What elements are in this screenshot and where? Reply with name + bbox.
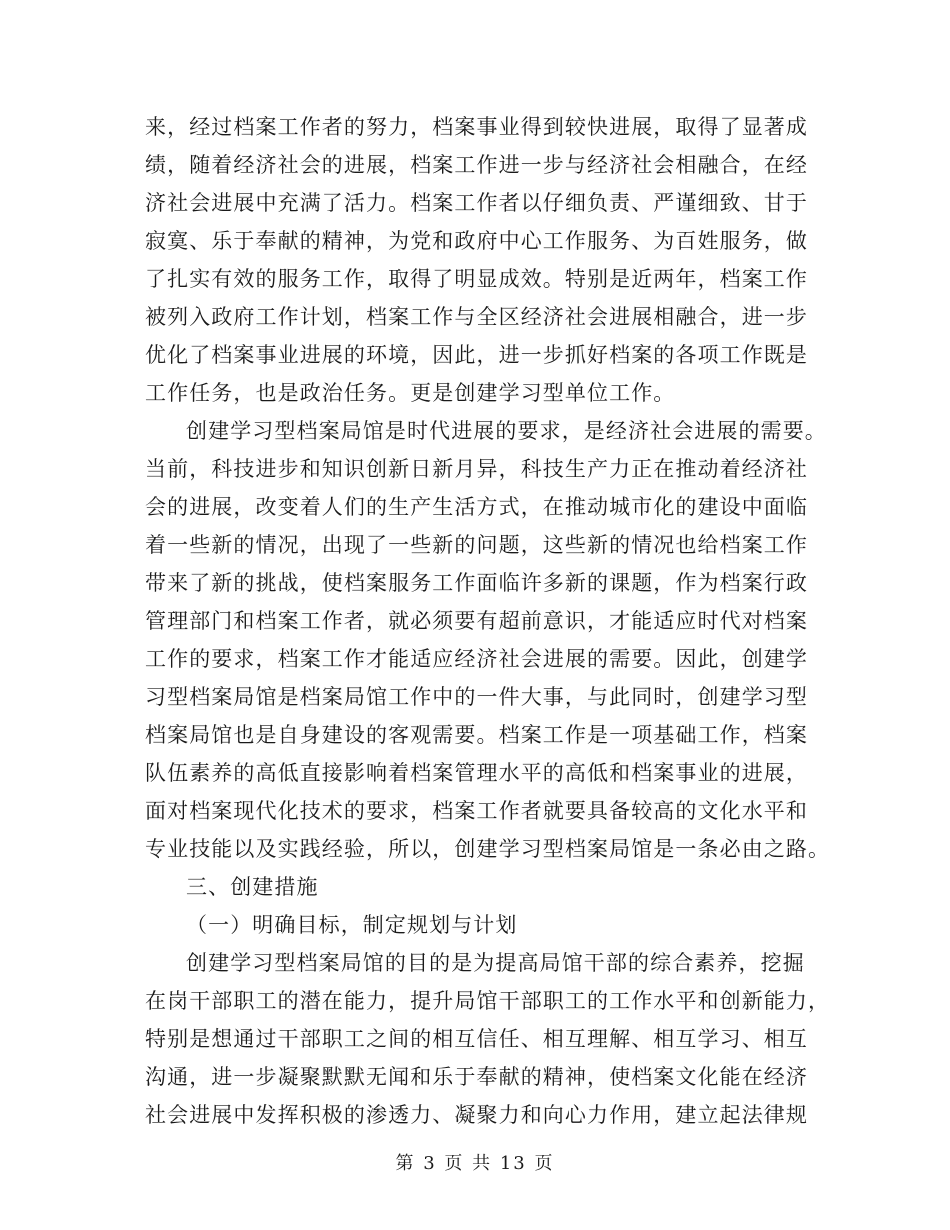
body-line: 档案局馆也是自身建设的客观需要。档案工作是一项基础工作，档案: [145, 723, 808, 747]
body-line: 队伍素养的高低直接影响着档案管理水平的高低和档案事业的进展，: [145, 761, 808, 785]
body-line: 当前，科技进步和知识创新日新月异，科技生产力正在推动着经济社: [145, 457, 808, 481]
body-line: 着一些新的情况，出现了一些新的问题，这些新的情况也给档案工作: [145, 533, 808, 557]
body-line: 在岗干部职工的潜在能力，提升局馆干部职工的工作水平和创新能力，: [145, 989, 831, 1013]
section-heading: 三、创建措施: [186, 875, 319, 899]
body-line: 社会进展中发挥积极的渗透力、凝聚力和向心力作用，建立起法律规: [145, 1103, 808, 1127]
body-line: 习型档案局馆是档案局馆工作中的一件大事，与此同时，创建学习型: [145, 685, 808, 709]
body-line: 面对档案现代化技术的要求，档案工作者就要具备较高的文化水平和: [145, 799, 808, 823]
body-line: 绩，随着经济社会的进展，档案工作进一步与经济社会相融合，在经: [145, 153, 808, 177]
body-line: 来，经过档案工作者的努力，档案事业得到较快进展，取得了显著成: [145, 115, 808, 139]
paragraph-first-line: 创建学习型档案局馆是时代进展的要求，是经济社会进展的需要。: [186, 419, 827, 443]
body-line: 被列入政府工作计划，档案工作与全区经济社会进展相融合，进一步: [145, 305, 808, 329]
paragraph-first-line: 创建学习型档案局馆的目的是为提高局馆干部的综合素养，挖掘: [186, 951, 805, 975]
body-line: 了扎实有效的服务工作，取得了明显成效。特别是近两年，档案工作: [145, 267, 808, 291]
body-line: 寂寞、乐于奉献的精神，为党和政府中心工作服务、为百姓服务，做: [145, 229, 808, 253]
body-line: 工作的要求，档案工作才能适应经济社会进展的需要。因此，创建学: [145, 647, 808, 671]
body-line: 会的进展，改变着人们的生产生活方式，在推动城市化的建设中面临: [145, 495, 808, 519]
page-footer: 第 3 页 共 13 页: [395, 1153, 555, 1174]
subsection-heading: （一）明确目标，制定规划与计划: [186, 913, 518, 937]
body-line: 管理部门和档案工作者，就必须要有超前意识，才能适应时代对档案: [145, 609, 808, 633]
body-line: 带来了新的挑战，使档案服务工作面临许多新的课题，作为档案行政: [145, 571, 808, 595]
body-line: 沟通，进一步凝聚默默无闻和乐于奉献的精神，使档案文化能在经济: [145, 1065, 808, 1089]
body-line: 专业技能以及实践经验，所以，创建学习型档案局馆是一条必由之路。: [145, 837, 831, 861]
body-line: 优化了档案事业进展的环境，因此，进一步抓好档案的各项工作既是: [145, 343, 808, 367]
body-line: 特别是想通过干部职工之间的相互信任、相互理解、相互学习、相互: [145, 1027, 808, 1051]
body-line: 济社会进展中充满了活力。档案工作者以仔细负责、严谨细致、甘于: [145, 191, 808, 215]
body-line: 工作任务，也是政治任务。更是创建学习型单位工作。: [145, 381, 676, 405]
